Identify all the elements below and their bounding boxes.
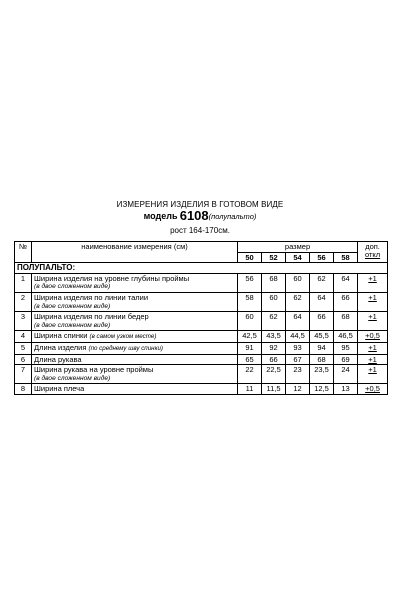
size-header: 54 (286, 252, 310, 263)
size-value: 64 (286, 312, 310, 331)
measurement-label: Длина рукава (34, 354, 82, 364)
measurement-name (32, 331, 238, 343)
tolerance-value (358, 354, 388, 365)
measurement-label: Длина изделия (34, 342, 87, 352)
size-value: 43,5 (262, 331, 286, 343)
size-value: 44,5 (286, 331, 310, 343)
table-row (15, 384, 388, 395)
table-row (15, 365, 388, 384)
size-value: 23 (286, 365, 310, 384)
tolerance-text: +1 (368, 342, 377, 352)
size-value: 92 (262, 342, 286, 354)
tolerance-value (358, 365, 388, 384)
size-value: 68 (334, 312, 358, 331)
tolerance-text: +1 (368, 365, 377, 375)
tolerance-text: +0,5 (365, 331, 380, 341)
size-value: 56 (238, 273, 262, 292)
measurement-name (32, 312, 238, 331)
size-value: 62 (262, 312, 286, 331)
size-value: 60 (262, 292, 286, 311)
size-value: 60 (286, 273, 310, 292)
size-value: 68 (310, 354, 334, 365)
size-value: 12 (286, 384, 310, 395)
measurement-label: Ширина изделия по линии бедер (34, 312, 149, 322)
size-value: 68 (262, 273, 286, 292)
size-value: 60 (238, 312, 262, 331)
section-row (15, 263, 388, 274)
size-header: 52 (262, 252, 286, 263)
tolerance-text: +1 (368, 354, 377, 364)
size-value: 22,5 (262, 365, 286, 384)
size-value: 95 (334, 342, 358, 354)
measurement-note: (в двое сложенном виде) (34, 302, 111, 310)
size-value: 65 (238, 354, 262, 365)
measurement-name (32, 273, 238, 292)
table-row (15, 292, 388, 311)
size-value: 12,5 (310, 384, 334, 395)
row-number: 4 (15, 331, 32, 343)
measurement-label: Ширина изделия на уровне глубины проймы (34, 273, 190, 283)
section-label: ПОЛУПАЛЬТО: (15, 263, 388, 274)
size-header: 56 (310, 252, 334, 263)
height-line: рост 164-170см. (170, 226, 230, 235)
measurement-label: Ширина изделия по линии талии (34, 292, 149, 302)
row-number: 8 (15, 384, 32, 395)
measurement-label: Ширина плеча (34, 384, 85, 394)
row-number: 7 (15, 365, 32, 384)
measurement-label: Ширина рукава на уровне проймы (34, 365, 154, 375)
tolerance-value (358, 312, 388, 331)
size-value: 64 (310, 292, 334, 311)
size-value: 11,5 (262, 384, 286, 395)
header-row (15, 242, 388, 253)
measurement-note: (в двое сложенном виде) (34, 374, 111, 382)
row-number: 6 (15, 354, 32, 365)
size-value: 11 (238, 384, 262, 395)
tolerance-value (358, 331, 388, 343)
size-value: 13 (334, 384, 358, 395)
size-value: 69 (334, 354, 358, 365)
size-value: 94 (310, 342, 334, 354)
measurement-note: (в двое сложенном виде) (34, 321, 111, 329)
size-value: 58 (238, 292, 262, 311)
document-title: ИЗМЕРЕНИЯ ИЗДЕЛИЯ В ГОТОВОМ ВИДЕ (116, 200, 284, 209)
tolerance-text: +0,5 (365, 384, 380, 394)
model-number: 6108 (179, 208, 209, 223)
size-value: 66 (334, 292, 358, 311)
size-value: 62 (310, 273, 334, 292)
table-row (15, 342, 388, 354)
col-no-header: № (15, 242, 32, 263)
measurement-name (32, 342, 238, 354)
col-name-header: наименование измерения (см) (32, 242, 238, 263)
table-row (15, 273, 388, 292)
tolerance-value (358, 273, 388, 292)
row-number: 3 (15, 312, 32, 331)
tolerance-value (358, 292, 388, 311)
size-value: 91 (238, 342, 262, 354)
size-value: 24 (334, 365, 358, 384)
size-value: 66 (310, 312, 334, 331)
size-value: 62 (286, 292, 310, 311)
table-row (15, 312, 388, 331)
size-value: 67 (286, 354, 310, 365)
measurement-inline-note: (в самом узком месте) (89, 333, 157, 341)
measurement-name (32, 354, 238, 365)
measurement-name (32, 292, 238, 311)
size-header: 58 (334, 252, 358, 263)
measurement-name (32, 365, 238, 384)
size-value: 23,5 (310, 365, 334, 384)
measurements-table (14, 241, 388, 395)
tolerance-text: +1 (368, 312, 377, 322)
tolerance-text: +1 (368, 292, 377, 302)
measurement-inline-note: (по среднему шву спинки) (88, 344, 163, 352)
col-tolerance-header: доп. откл (358, 242, 388, 263)
table-row (15, 331, 388, 343)
size-value: 66 (262, 354, 286, 365)
row-number: 5 (15, 342, 32, 354)
table-row (15, 354, 388, 365)
model-subtitle: (полупальто) (208, 212, 257, 221)
model-line (0, 210, 400, 222)
measurement-name (32, 384, 238, 395)
col-size-header: размер (238, 242, 358, 253)
size-value: 93 (286, 342, 310, 354)
size-value: 45,5 (310, 331, 334, 343)
size-value: 42,5 (238, 331, 262, 343)
row-number: 2 (15, 292, 32, 311)
row-number: 1 (15, 273, 32, 292)
measurement-note: (в двое сложенном виде) (34, 283, 111, 291)
size-value: 64 (334, 273, 358, 292)
size-value: 22 (238, 365, 262, 384)
tolerance-value (358, 342, 388, 354)
size-header: 50 (238, 252, 262, 263)
tolerance-value (358, 384, 388, 395)
size-value: 46,5 (334, 331, 358, 343)
measurement-label: Ширина спинки (34, 331, 88, 341)
model-label: модель (143, 211, 178, 221)
tolerance-text: +1 (368, 273, 377, 283)
